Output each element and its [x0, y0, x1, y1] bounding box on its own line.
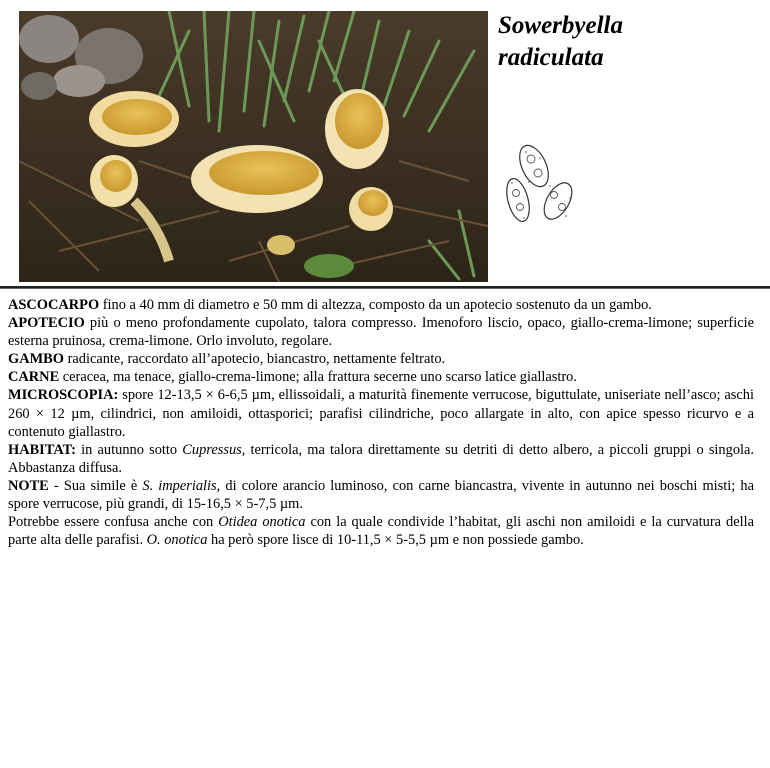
section-text: radicante, raccordato all’apotecio, biancastro, nettamente feltrato. — [63, 351, 446, 368]
section-text: Potrebbe essere confusa anche con — [8, 514, 219, 531]
species-description — [8, 296, 754, 549]
section-label: ASCOCARPO — [8, 297, 100, 313]
italic-text: O. onotica — [146, 532, 208, 549]
section-label: CARNE — [8, 369, 60, 386]
section-confusione — [8, 513, 754, 549]
section-text: ceracea, ma tenace, giallo-crema-limone; alla frattura secerne uno scarso latice giallastro. — [59, 369, 577, 386]
section-text: fino a 40 mm di diametro e 50 mm di altezza, composto da un apotecio sostenuto da un gambo. — [99, 297, 652, 313]
separator-line — [0, 286, 770, 289]
section-text: terricola, ma talora direttamente su detriti di detto albero, a piccoli gruppi o singola. Abbastanza diffusa. — [8, 441, 755, 476]
species-title — [498, 10, 623, 74]
section-label: APOTECIO — [8, 315, 85, 332]
section-label: NOTE — [8, 477, 49, 494]
mushroom-photo-icon — [19, 11, 488, 282]
section-text: spore 12-13,5 × 6-6,5 µm, ellissoidali, a maturità finemente verrucose, biguttulate, uniseriate nell’asco; aschi 260 × 12 µm, cilindrici, non amiloidi, ottasporici; parafisi cilindriche, poco allargate in alto, con apice spesso ricurvo e a contenuto giallastro. — [8, 387, 754, 440]
mushroom-photo — [19, 11, 488, 282]
section-label: HABITAT: — [8, 441, 76, 458]
spore-drawing-icon — [500, 138, 582, 230]
section-note — [8, 477, 754, 513]
section-carne — [8, 368, 754, 386]
section-text: ha però spore lisce di 10-11,5 × 5-5,5 µm e non possiede gambo. — [207, 532, 584, 549]
section-text: con la quale condivide l’habitat, gli aschi non amiloidi e la curvatura della parte alta delle parafisi. — [8, 514, 754, 549]
italic-text: Cupressus, — [182, 441, 246, 458]
section-gambo — [8, 350, 754, 368]
italic-text: S. imperialis — [142, 477, 217, 494]
section-label: GAMBO — [8, 351, 64, 368]
italic-text: Otidea onotica — [218, 514, 306, 531]
section-text: - Sua simile è — [48, 477, 143, 494]
section-microscopia — [8, 386, 754, 440]
section-apotecio — [8, 314, 754, 350]
section-text: in autunno sotto — [75, 441, 183, 458]
species-epithet: radiculata — [498, 44, 604, 71]
section-habitat — [8, 441, 754, 477]
species-genus: Sowerbyella — [498, 12, 623, 39]
section-label: MICROSCOPIA: — [8, 387, 119, 404]
section-text: più o meno profondamente cupolato, talora compresso. Imenoforo liscio, opaco, giallo-crema-limone; superficie esterna pruinosa, crema-limone. Orlo involuto, regolare. — [8, 315, 754, 350]
section-text: , di colore arancio luminoso, con carne biancastra, vivente in autunno nei boschi misti; ha spore verrucose, più grandi, di 15-16,5 × 5-7,5 µm. — [8, 477, 754, 513]
section-ascocarpo — [8, 296, 754, 314]
